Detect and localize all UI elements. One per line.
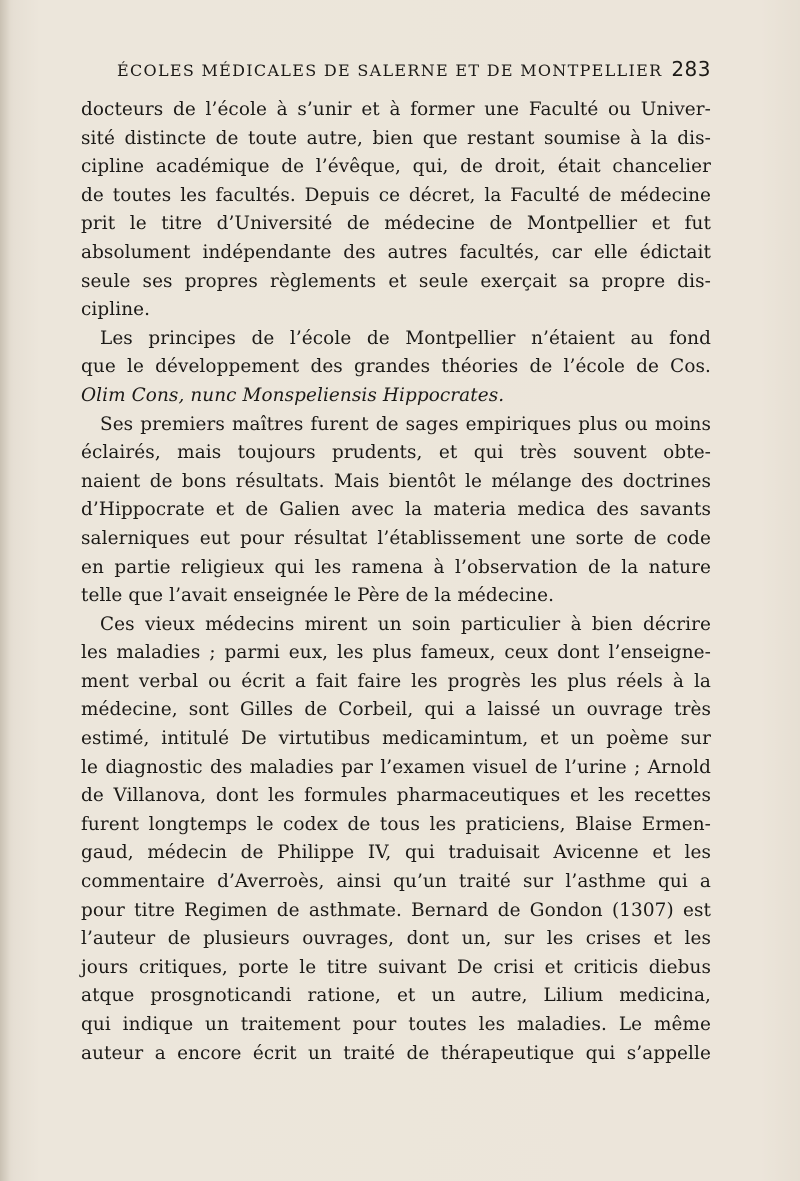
text-line: les maladies ; parmi eux, les plus fameux, ceux dont l’enseigne-	[81, 642, 711, 664]
text-line: ment verbal ou écrit a fait faire les progrès les plus réels à la	[81, 670, 711, 692]
text-line: docteurs de l’école à s’unir et à former une Faculté ou Univer-	[81, 99, 711, 120]
page-gutter	[0, 0, 10, 1181]
running-title: ÉCOLES MÉDICALES DE SALERNE ET DE MONTPELLIER	[117, 61, 663, 80]
text-line: salerniques eut pour résultat l’établissement une sorte de code	[81, 527, 711, 549]
page-number: 283	[671, 57, 711, 81]
text-line: gaud, médecin de Philippe IV, qui traduisait Avicenne et les	[81, 842, 711, 864]
text-line: auteur a encore écrit un traité de thérapeutique qui s’appelle	[81, 1042, 711, 1064]
text-line: l’auteur de plusieurs ouvrages, dont un, sur les crises et les	[81, 928, 711, 950]
text-line: cipline académique de l’évêque, qui, de droit, était chancelier	[81, 156, 711, 178]
text-line: estimé, intitulé De virtutibus medicamintum, et un poème sur	[81, 728, 711, 750]
text-line: cipline.	[81, 299, 151, 321]
text-line: en partie religieux qui les ramena à l’observation de la nature	[81, 556, 711, 578]
text-line: que le développement des grandes théories de l’école de Cos.	[81, 356, 711, 378]
text-line: prit le titre d’Université de médecine de Montpellier et fut	[81, 213, 711, 235]
text-line: pour titre Regimen de asthmate. Bernard de Gondon (1307) est	[81, 899, 711, 921]
text-line: Ces vieux médecins mirent un soin particulier à bien décrire	[100, 613, 711, 635]
text-line: telle que l’avait enseignée le Père de la médecine.	[81, 585, 555, 607]
text-line: de toutes les facultés. Depuis ce décret, la Faculté de médecine	[81, 184, 711, 206]
text-line: seule ses propres règlements et seule exerçait sa propre dis-	[81, 270, 711, 292]
text-line: éclairés, mais toujours prudents, et qui très souvent obte-	[81, 442, 711, 464]
text-line: furent longtemps le codex de tous les praticiens, Blaise Ermen-	[81, 813, 711, 835]
text-line: Olim Cons, nunc Monspeliensis Hippocrates.	[81, 384, 505, 406]
text-line: absolument indépendante des autres facultés, car elle édictait	[81, 241, 711, 263]
text-line: atque prosgnoticandi ratione, et un autre, Lilium medicina,	[81, 985, 711, 1007]
text-line: jours critiques, porte le titre suivant De crisi et criticis diebus	[81, 956, 711, 978]
text-line: commentaire d’Averroès, ainsi qu’un traité sur l’asthme qui a	[81, 871, 711, 893]
text-line: naient de bons résultats. Mais bientôt le mélange des doctrines	[81, 470, 711, 492]
body-text	[81, 96, 711, 1068]
text-line: d’Hippocrate et de Galien avec la materia medica des savants	[81, 499, 711, 521]
text-line: sité distincte de toute autre, bien que restant soumise à la dis-	[81, 127, 711, 149]
text-line: Les principes de l’école de Montpellier n’étaient au fond	[100, 327, 711, 349]
text-line: médecine, sont Gilles de Corbeil, qui a laissé un ouvrage très	[81, 699, 711, 721]
text-line: le diagnostic des maladies par l’examen visuel de l’urine ; Arnold	[81, 756, 711, 778]
page-header	[117, 57, 711, 87]
text-line: qui indique un traitement pour toutes les maladies. Le même	[81, 1014, 711, 1035]
text-line: Ses premiers maîtres furent de sages empiriques plus ou moins	[100, 413, 711, 435]
text-line: de Villanova, dont les formules pharmaceutiques et les recettes	[81, 785, 711, 807]
